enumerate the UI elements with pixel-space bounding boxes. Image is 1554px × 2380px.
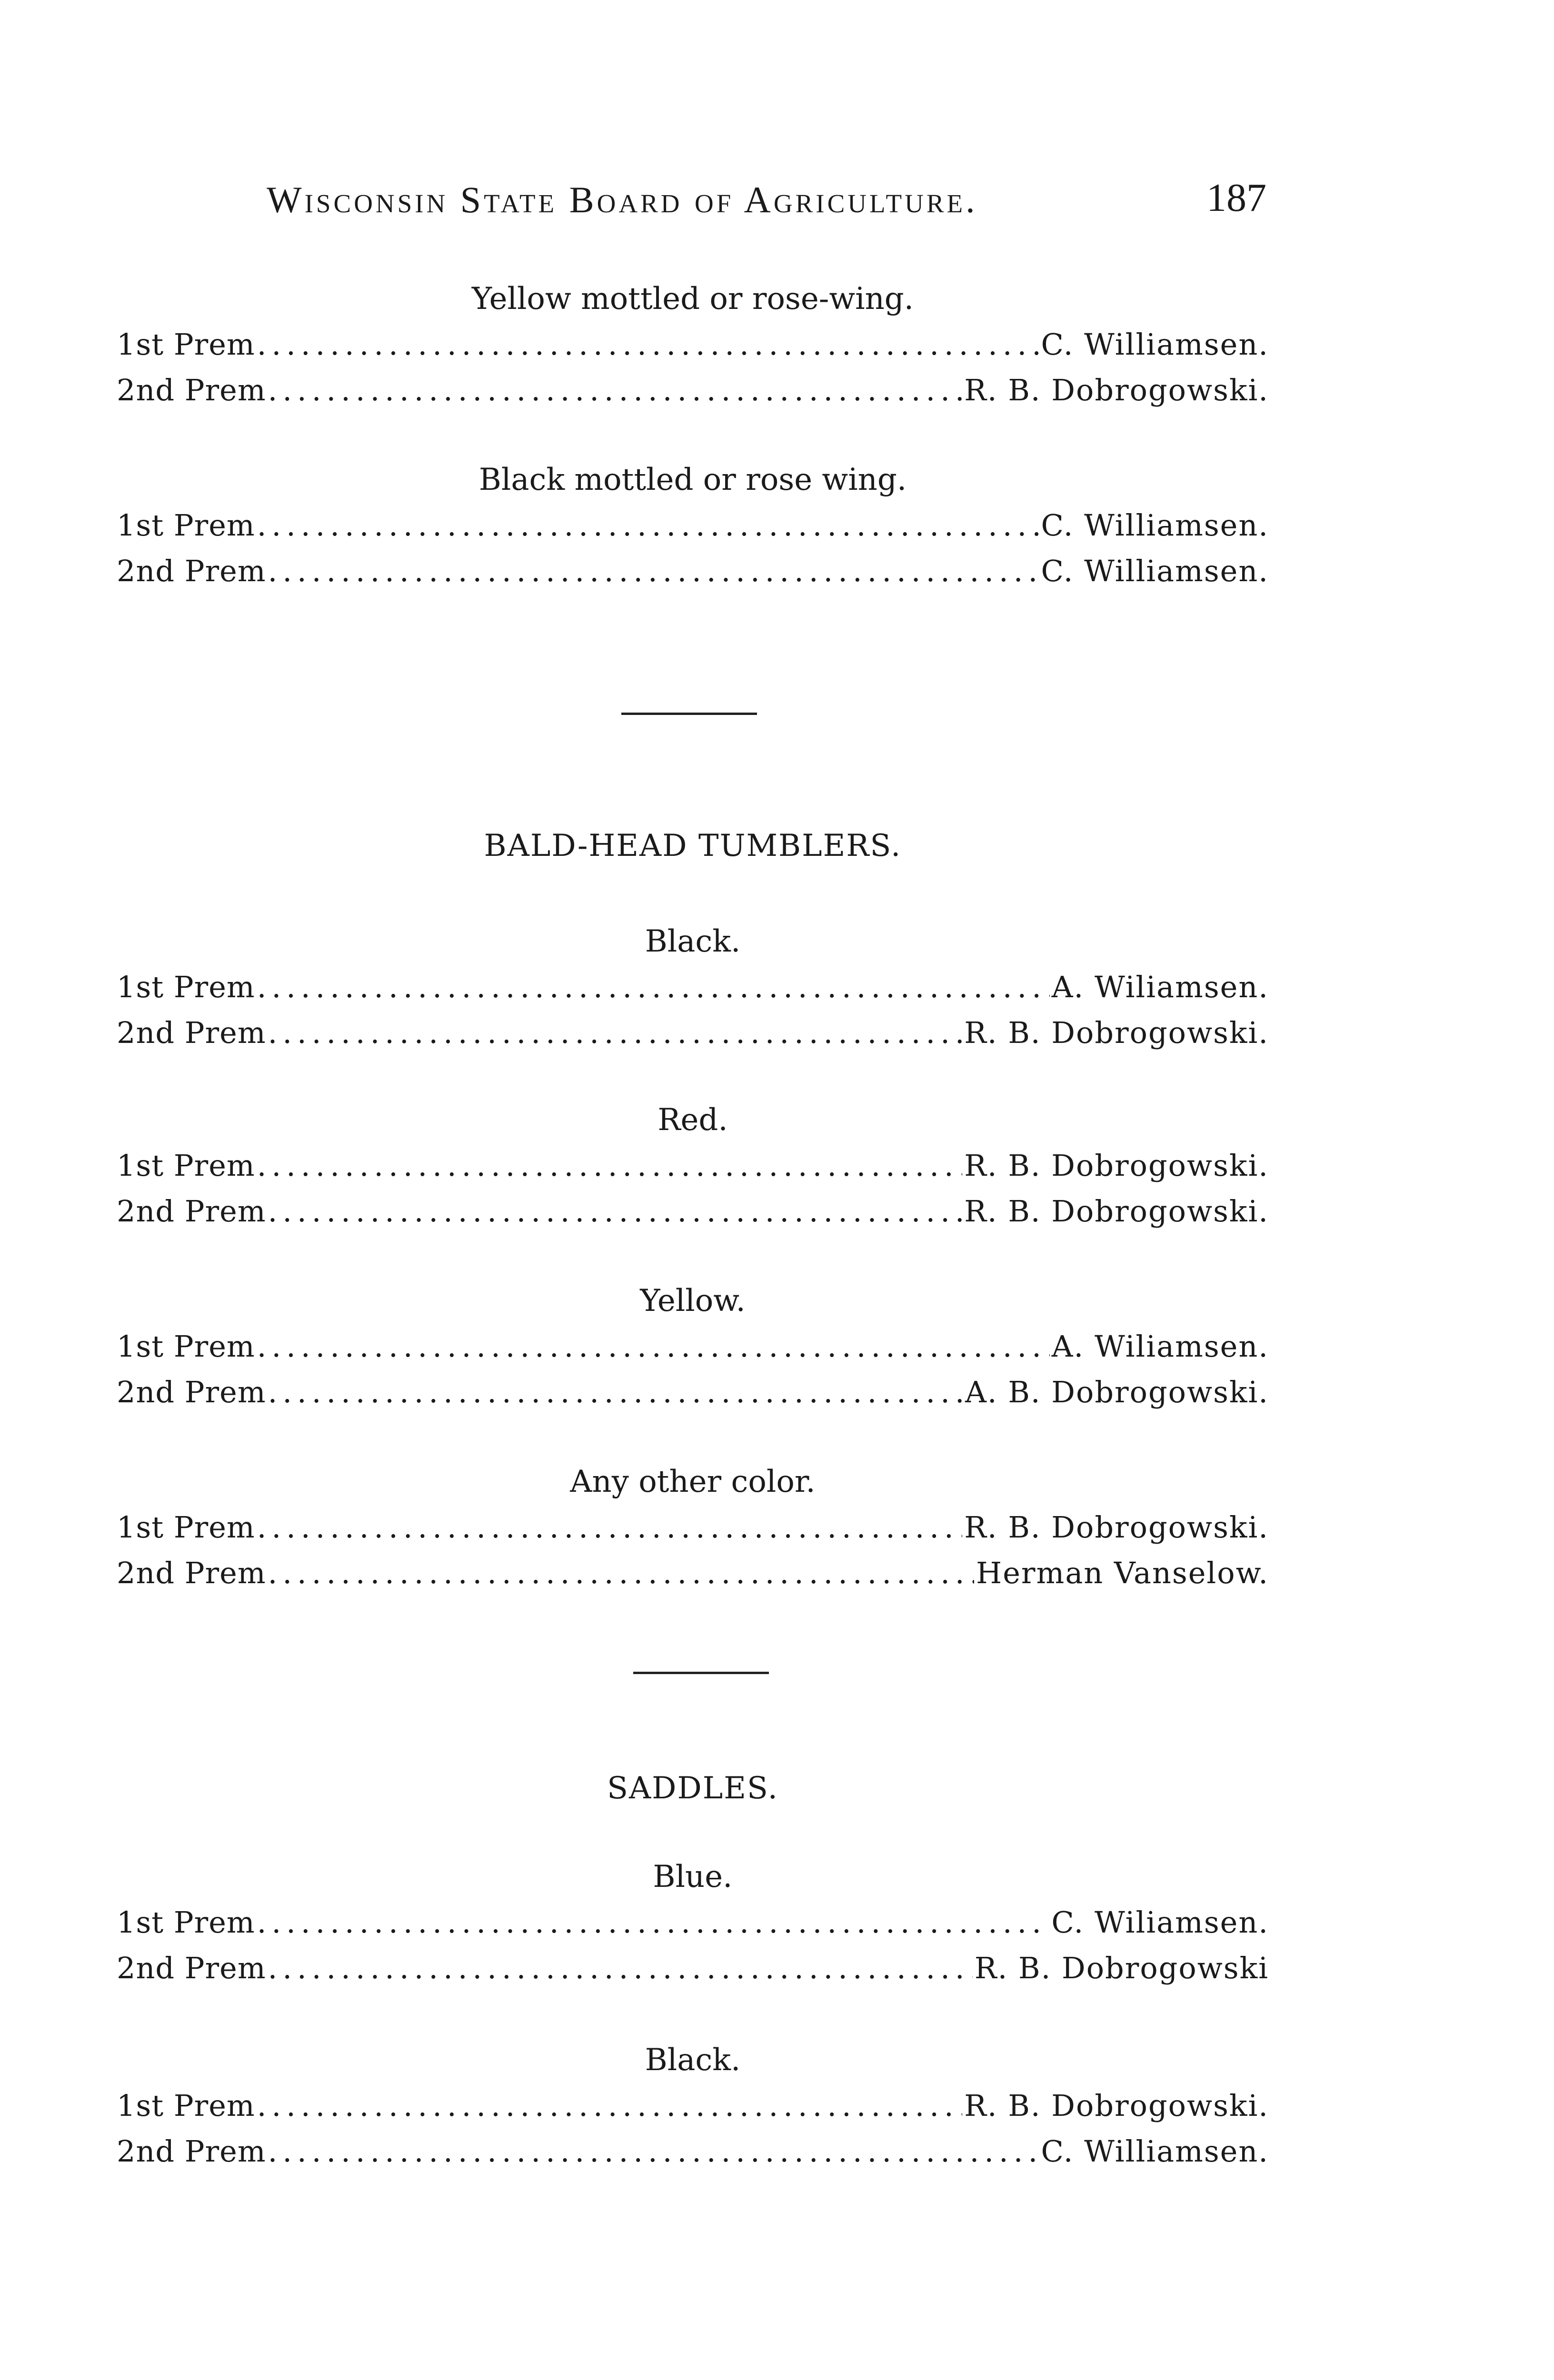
- category-heading: Black.: [645, 924, 741, 959]
- dot-leader: [268, 367, 963, 413]
- premium-row: [117, 2083, 1269, 2129]
- premium-group: [117, 1097, 1269, 1234]
- dot-leader: [268, 1010, 963, 1056]
- premium-winner: R. B. Dobrogowski: [974, 1951, 1269, 1985]
- premium-group: [117, 919, 1269, 1056]
- premium-row: [117, 503, 1269, 548]
- dot-leader: [257, 1505, 962, 1550]
- premium-winner: R. B. Dobrogowski.: [964, 1510, 1269, 1545]
- premium-row: [117, 322, 1269, 367]
- dot-leader: [257, 964, 1050, 1010]
- premium-group: [117, 1854, 1269, 1991]
- premium-place: 1st Prem: [117, 1329, 255, 1364]
- premium-row: [117, 1945, 1269, 1991]
- premium-winner: Herman Vanselow.: [976, 1556, 1269, 1590]
- premium-group: [117, 457, 1269, 594]
- dot-leader: [268, 1369, 964, 1415]
- premium-row: [117, 1324, 1269, 1369]
- premium-place: 1st Prem: [117, 327, 255, 362]
- premium-place: 1st Prem: [117, 1510, 255, 1545]
- section-divider: [633, 1672, 769, 1674]
- premium-group: [117, 2037, 1269, 2174]
- premium-place: 1st Prem: [117, 1148, 255, 1183]
- premium-place: 2nd Prem: [117, 1556, 266, 1590]
- premium-group: [117, 276, 1269, 413]
- premium-winner: R. B. Dobrogowski.: [964, 373, 1269, 407]
- premium-place: 2nd Prem: [117, 373, 266, 407]
- premium-place: 2nd Prem: [117, 1194, 266, 1229]
- dot-leader: [268, 1550, 975, 1596]
- dot-leader: [257, 1324, 1050, 1369]
- premium-place: 1st Prem: [117, 1905, 255, 1940]
- premium-group: [117, 1459, 1269, 1596]
- running-title: Wisconsin State Board of Agriculture.: [267, 179, 978, 220]
- premium-winner: C. Williamsen.: [1041, 554, 1269, 588]
- category-heading: Black.: [645, 2043, 741, 2078]
- premium-row: [117, 1550, 1269, 1596]
- dot-leader: [257, 2083, 962, 2129]
- premium-winner: R. B. Dobrogowski.: [964, 1148, 1269, 1183]
- premium-winner: C. Williamsen.: [1041, 2134, 1269, 2169]
- dot-leader: [268, 548, 1039, 594]
- premium-place: 2nd Prem: [117, 554, 266, 588]
- premium-row: [117, 1010, 1269, 1056]
- premium-group: [117, 1278, 1269, 1415]
- running-head: [267, 178, 1266, 231]
- premium-row: [117, 1369, 1269, 1415]
- dot-leader: [268, 1945, 973, 1991]
- category-heading: Yellow.: [640, 1283, 746, 1319]
- premium-place: 2nd Prem: [117, 1951, 266, 1985]
- premium-row: [117, 1900, 1269, 1945]
- premium-row: [117, 1189, 1269, 1234]
- premium-place: 2nd Prem: [117, 1375, 266, 1409]
- dot-leader: [257, 1143, 962, 1189]
- premium-place: 1st Prem: [117, 2088, 255, 2123]
- dot-leader: [257, 503, 1039, 548]
- premium-winner: C. Wiliamsen.: [1051, 1905, 1269, 1940]
- premium-row: [117, 2129, 1269, 2174]
- premium-winner: R. B. Dobrogowski.: [964, 1015, 1269, 1050]
- premium-winner: C. Williamsen.: [1041, 508, 1269, 543]
- section-heading: SADDLES.: [607, 1771, 778, 1806]
- premium-winner: A. Wiliamsen.: [1051, 970, 1269, 1004]
- premium-winner: R. B. Dobrogowski.: [964, 2088, 1269, 2123]
- dot-leader: [268, 1189, 963, 1234]
- premium-place: 2nd Prem: [117, 2134, 266, 2169]
- dot-leader: [257, 322, 1039, 367]
- premium-row: [117, 367, 1269, 413]
- category-heading: Yellow mottled or rose-wing.: [471, 281, 914, 317]
- premium-winner: C. Williamsen.: [1041, 327, 1269, 362]
- premium-row: [117, 1143, 1269, 1189]
- premium-winner: A. B. Dobrogowski.: [965, 1375, 1269, 1409]
- premium-row: [117, 964, 1269, 1010]
- dot-leader: [257, 1900, 1050, 1945]
- section-heading: BALD-HEAD TUMBLERS.: [484, 828, 902, 863]
- dot-leader: [268, 2129, 1039, 2174]
- category-heading: Black mottled or rose wing.: [478, 462, 907, 497]
- section-divider: [621, 713, 757, 715]
- premium-row: [117, 1505, 1269, 1550]
- premium-place: 2nd Prem: [117, 1015, 266, 1050]
- category-heading: Blue.: [653, 1859, 733, 1894]
- premium-place: 1st Prem: [117, 508, 255, 543]
- page-number: 187: [1206, 176, 1266, 220]
- category-heading: Any other color.: [570, 1464, 816, 1499]
- premium-winner: A. Wiliamsen.: [1051, 1329, 1269, 1364]
- premium-place: 1st Prem: [117, 970, 255, 1004]
- premium-row: [117, 548, 1269, 594]
- premium-winner: R. B. Dobrogowski.: [964, 1194, 1269, 1229]
- category-heading: Red.: [657, 1102, 728, 1138]
